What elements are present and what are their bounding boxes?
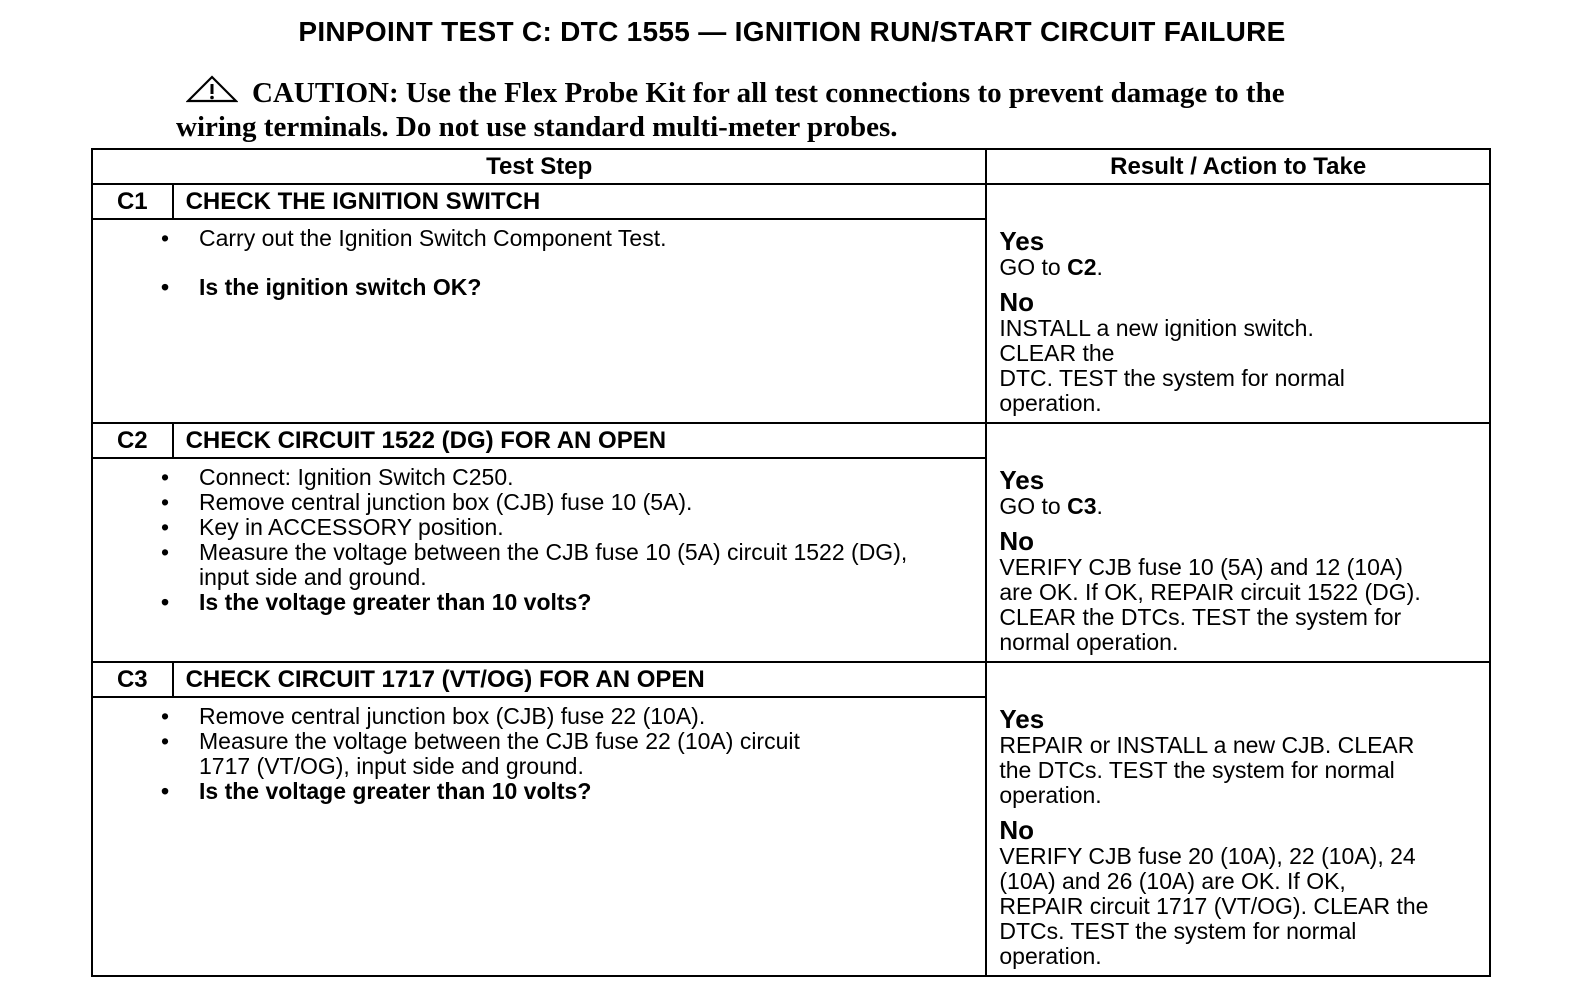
step-c3-no-text: VERIFY CJB fuse 20 (10A), 22 (10A), 24 (10A) and 26 (10A) are OK. If OK, REPAIR circuit 1717 (VT/OG). CLEAR the DTCs. TEST the system for normal operation. bbox=[999, 843, 1429, 969]
step-c1-name: CHECK THE IGNITION SWITCH bbox=[173, 184, 987, 219]
step-c1-result bbox=[986, 219, 1490, 423]
step-c2-name: CHECK CIRCUIT 1522 (DG) FOR AN OPEN bbox=[173, 423, 987, 458]
step-c2-yes-text bbox=[999, 494, 1479, 519]
warning-triangle-icon bbox=[186, 74, 238, 111]
step-c2-id: C2 bbox=[92, 423, 173, 458]
step-c3-bullet-2: • Measure the voltage between the CJB fuse 22 (10A) circuit 1717 (VT/OG), input side and ground. bbox=[199, 729, 855, 779]
step-c1-no-text: INSTALL a new ignition switch. CLEAR the DTC. TEST the system for normal operation. bbox=[999, 315, 1345, 416]
step-c2-yes-pre: GO to bbox=[999, 493, 1068, 519]
step-c1-yes-text bbox=[999, 255, 1479, 280]
step-c1-id: C1 bbox=[92, 184, 173, 219]
step-c1-bullet-1: • Carry out the Ignition Switch Component Test. bbox=[199, 226, 975, 251]
step-c1-yes-link: C2 bbox=[1067, 254, 1097, 280]
step-c2-yes-label: Yes bbox=[999, 465, 1045, 495]
step-c1-result-top bbox=[986, 184, 1490, 219]
step-c2-no-label: No bbox=[999, 526, 1035, 556]
step-c2-title-row bbox=[92, 423, 1490, 458]
step-c1-yes-pre: GO to bbox=[999, 254, 1068, 280]
caution-text-2: wiring terminals. Do not use standard multi-meter probes. bbox=[176, 111, 898, 143]
step-c2-bullet-1: • Connect: Ignition Switch C250. bbox=[199, 465, 935, 490]
step-c2-bullet-3: • Key in ACCESSORY position. bbox=[199, 515, 935, 540]
step-c3-question: • Is the voltage greater than 10 volts? bbox=[199, 779, 855, 804]
step-c3-title-row bbox=[92, 662, 1490, 697]
step-c2-no-text: VERIFY CJB fuse 10 (5A) and 12 (10A) are OK. If OK, REPAIR circuit 1522 (DG). CLEAR the DTCs. TEST the system for normal operation. bbox=[999, 554, 1421, 655]
step-c3-body bbox=[92, 697, 986, 976]
caution-line-1 bbox=[176, 74, 1406, 111]
step-c2-yes-post: . bbox=[1096, 493, 1103, 519]
table-header-row bbox=[92, 149, 1490, 184]
step-c2-body bbox=[92, 458, 986, 662]
step-c3-result bbox=[986, 697, 1490, 976]
step-c3-id: C3 bbox=[92, 662, 173, 697]
step-c1-yes-post: . bbox=[1096, 254, 1103, 280]
step-c1-no-label: No bbox=[999, 287, 1035, 317]
step-c1-body bbox=[92, 219, 986, 423]
step-c2-yes-link: C3 bbox=[1067, 493, 1097, 519]
step-c3-body-row bbox=[92, 697, 1490, 976]
step-c3-no-label: No bbox=[999, 815, 1035, 845]
step-c2-bullet-4: • Measure the voltage between the CJB fuse 10 (5A) circuit 1522 (DG), input side and ground. bbox=[199, 540, 935, 590]
caution-note bbox=[176, 74, 1406, 143]
step-c2-result bbox=[986, 458, 1490, 662]
step-c3-bullet-1: • Remove central junction box (CJB) fuse 22 (10A). bbox=[199, 704, 855, 729]
step-c2-question: • Is the voltage greater than 10 volts? bbox=[199, 590, 935, 615]
step-c3-yes-text: REPAIR or INSTALL a new CJB. CLEAR the DTCs. TEST the system for normal operation. bbox=[999, 732, 1415, 808]
step-c1-yes-label: Yes bbox=[999, 226, 1045, 256]
step-c3-result-top bbox=[986, 662, 1490, 697]
step-c2-result-top bbox=[986, 423, 1490, 458]
header-test-step: Test Step bbox=[92, 149, 986, 184]
page-title: PINPOINT TEST C: DTC 1555 — IGNITION RUN/START CIRCUIT FAILURE bbox=[298, 16, 1286, 47]
step-c2-bullet-2: • Remove central junction box (CJB) fuse 10 (5A). bbox=[199, 490, 935, 515]
caution-label: CAUTION: bbox=[252, 77, 399, 109]
header-result-action: Result / Action to Take bbox=[986, 149, 1490, 184]
step-c2-body-row bbox=[92, 458, 1490, 662]
caution-text-1: Use the Flex Probe Kit for all test connections to prevent damage to the bbox=[405, 77, 1285, 109]
step-c1-title-row bbox=[92, 184, 1490, 219]
step-c3-yes-label: Yes bbox=[999, 704, 1045, 734]
step-c1-question: • Is the ignition switch OK? bbox=[199, 275, 975, 300]
pinpoint-test-table bbox=[91, 148, 1491, 977]
step-c1-body-row bbox=[92, 219, 1490, 423]
step-c3-name: CHECK CIRCUIT 1717 (VT/OG) FOR AN OPEN bbox=[173, 662, 987, 697]
